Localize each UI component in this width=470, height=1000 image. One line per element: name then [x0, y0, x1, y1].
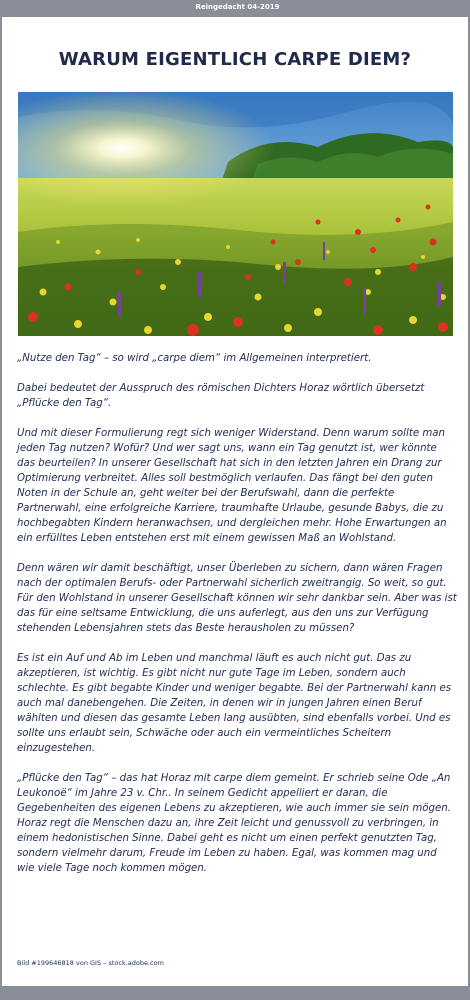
issue-tag: Reingedacht 04-2019	[195, 3, 280, 11]
flower-meadow-image	[18, 92, 453, 336]
paragraph-6: „Pflücke den Tag“ – das hat Horaz mit carpe diem gemeint. Er schrieb seine Ode „An Leukonoë“ im Jahre 23 v. Chr.. In seinem Gedicht appelliert er daran, die Gegebenheiten des eigenen Lebens zu akzeptieren, wie auch immer sie sein mögen. Horaz regt die Menschen dazu an, ihre Zeit leicht und genussvoll zu verbringen, in einem hedonistischen Sinne. Dabei geht es nicht um einen perfekt genutzten Tag, sondern vielmehr darum, Freude im Leben zu haben. Egal, was kommen mag und wie viele Tage noch kommen mögen.	[17, 773, 451, 874]
paragraph-5: Es ist ein Auf und Ab im Leben und manchmal läuft es auch nicht gut. Das zu akzeptieren, ist wichtig. Es gibt nicht nur gute Tage im Leben, sondern auch schlechte. Es gibt begabte Kinder und weniger begabte. Bei der Partnerwahl kann es auch mal danebengehen. Die Zeiten, in denen wir in jungen Jahren einen Beruf wählten und diesen das gesamte Leben lang ausübten, sind ebenfalls vorbei. Und es sollte uns erlaubt sein, Schwäche oder auch ein vermeintliches Scheitern einzugestehen.	[17, 653, 452, 754]
article-card	[2, 17, 468, 986]
article-body	[17, 351, 457, 891]
top-bar	[0, 0, 470, 17]
image-credit: Bild #199646818 von GIS – stock.adobe.com	[17, 959, 164, 967]
paragraph-3: Und mit dieser Formulierung regt sich weniger Widerstand. Denn warum sollte man jeden Tag nutzen? Wofür? Und wer sagt uns, wann ein Tag genutzt ist, wer könnte das beurteilen? In unserer Gesellschaft hat sich in den letzten Jahren ein Drang zur Optimierung verbreitet. Alles soll bestmöglich verlaufen. Das fängt bei den guten Noten in der Schule an, geht weiter bei der Berufswahl, dann die perfekte Partnerwahl, eine erfolgreiche Karriere, traumhafte Urlaube, gesunde Babys, die zu hochbegabten Kindern heranwachsen, und dergleichen mehr. Hohe Erwartungen an ein erfülltes Leben entstehen erst mit einem gewissen Maß an Wohlstand.	[17, 428, 447, 544]
paragraph-1: „Nutze den Tag“ – so wird „carpe diem“ im Allgemeinen interpretiert.	[17, 353, 372, 364]
bottom-bar	[0, 986, 470, 1000]
article-title: WARUM EIGENTLICH CARPE DIEM?	[58, 49, 412, 70]
hero-image	[18, 92, 453, 336]
paragraph-4: Denn wären wir damit beschäftigt, unser Überleben zu sichern, dann wären Fragen nach der optimalen Berufs- oder Partnerwahl sicherlich zweitrangig. So weit, so gut. Für den Wohlstand in unserer Gesellschaft können wir sehr dankbar sein. Aber was ist das für eine seltsame Entwicklung, die uns auferlegt, aus den uns zur Verfügung stehenden Lebensjahren stets das Beste herausholen zu müssen?	[17, 563, 457, 634]
paragraph-2: Dabei bedeutet der Ausspruch des römischen Dichters Horaz wörtlich übersetzt „Pflücke den Tag“.	[17, 383, 425, 409]
